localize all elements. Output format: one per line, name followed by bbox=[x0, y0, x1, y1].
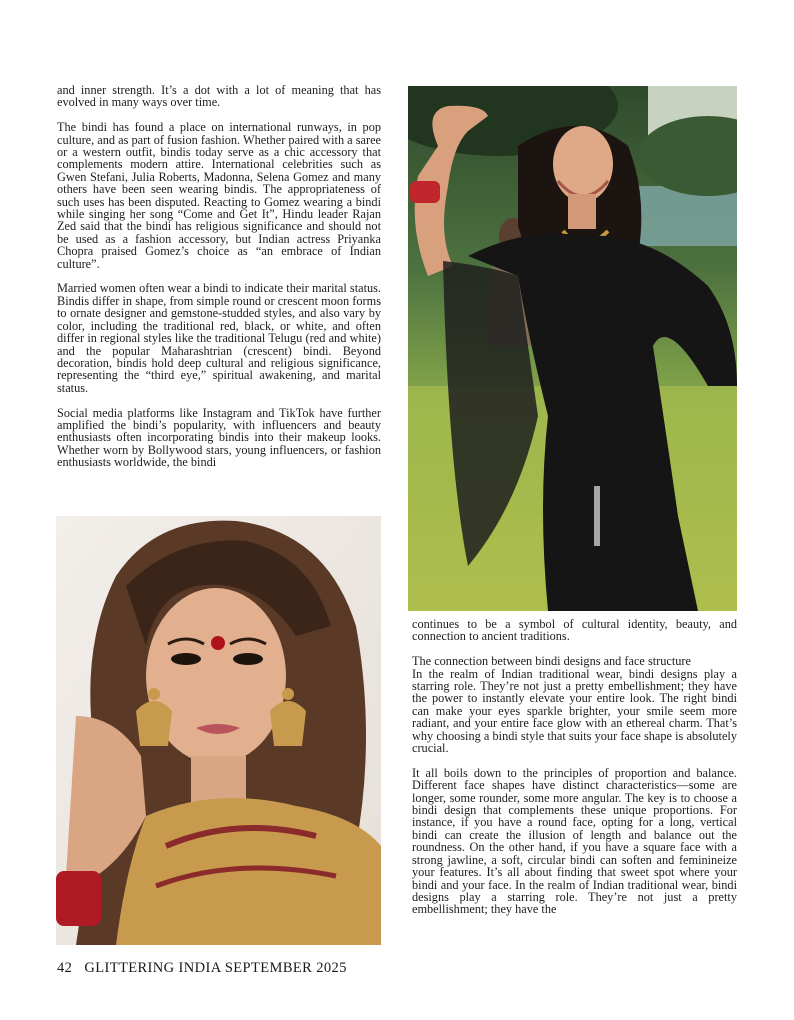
paragraph: continues to be a symbol of cultural identity, beauty, and connection to ancient traditions. bbox=[412, 617, 737, 644]
paragraph: The bindi has found a place on international runways, in pop culture, and as part of fusion fashion. Whether paired with a saree or a western outfit, bindis today serve as a chic accessory that complements modern attire. International celebrities such as Gwen Stefani, Julia Roberts, Madonna, Selena Gomez and many others have been seen wearing bindis. The appropriateness of such uses has been disputed. Reacting to Gomez wearing a bindi while singing her song “Come and Get It”, Hindu leader Rajan Zed said that the bindi has religious significance and should not be used as a fashion accessory, but Indian actress Priyanka Chopra praised Gomez’s choice as “an embrace of Indian culture”. bbox=[57, 120, 381, 271]
publication-title: GLITTERING INDIA SEPTEMBER 2025 bbox=[84, 960, 347, 976]
left-text-column bbox=[57, 84, 381, 469]
paragraph: and inner strength. It’s a dot with a lot of meaning that has evolved in many ways over time. bbox=[57, 83, 381, 110]
paragraph: Married women often wear a bindi to indicate their marital status. Bindis differ in shape, from simple round or crescent moon forms to ornate designer and gemstone-studded styles, and also vary by color, including the traditional red, black, or white, and often differ in regional styles like the traditional Telugu (red and white) and the popular Maharashtrian (crescent) bindi. Beyond decoration, bindis hold deep cultural and religious significance, representing the “third eye,” spiritual awakening, and marital status. bbox=[57, 281, 381, 395]
page-number: 42 bbox=[57, 960, 73, 976]
section-heading: The connection between bindi designs and face structure bbox=[412, 654, 691, 669]
paragraph: In the realm of Indian traditional wear, bindi designs play a starring role. They’re not just a pretty embellishment; they have the power to instantly elevate your entire look. The right bindi can make your eyes sparkle brighter, your smile seem more radiant, and your entire face glow with an ethereal charm. That’s why choosing a bindi style that suits your face shape is absolutely crucial. bbox=[412, 666, 737, 756]
dancer-photo bbox=[408, 86, 737, 611]
page-footer bbox=[57, 960, 347, 977]
bindi-portrait-photo bbox=[56, 516, 381, 945]
right-text-column bbox=[412, 618, 737, 916]
paragraph: It all boils down to the principles of proportion and balance. Different face shapes have distinct characteristics—some are longer, some rounder, some more angular. The key is to choose a bindi design that complements these unique proportions. For instance, if you have a round face, opting for a long, vertical bindi can create the illusion of length and balance out the roundness. On the other hand, if you have a square face with a strong jawline, a soft, circular bindi can soften and feminineize your features. It’s all about finding that sweet spot where your bindi and your face. In the realm of Indian traditional wear, bindi designs play a starring role. They’re not just a pretty embellishment; they have the bbox=[412, 765, 737, 917]
paragraph: Social media platforms like Instagram and TikTok have further amplified the bindi’s popularity, with influencers and beauty enthusiasts often incorporating bindis into their makeup looks. Whether worn by Bollywood stars, young influencers, or fashion enthusiasts worldwide, the bindi bbox=[57, 405, 381, 470]
